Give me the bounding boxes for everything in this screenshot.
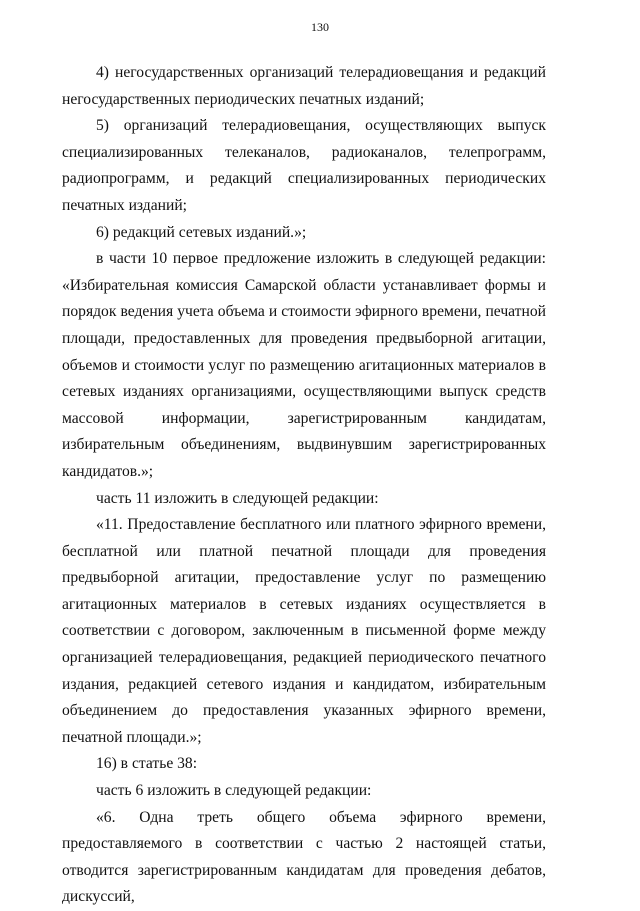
- document-body: [62, 60, 546, 911]
- paragraph: 4) негосударственных организаций телерадиовещания и редакций негосударственных периодических печатных изданий;: [62, 64, 546, 108]
- paragraph: 16) в статье 38:: [96, 755, 198, 773]
- paragraph: часть 11 изложить в следующей редакции:: [96, 489, 379, 507]
- paragraph: часть 6 изложить в следующей редакции:: [96, 782, 372, 800]
- paragraph: 6) редакций сетевых изданий.»;: [96, 223, 307, 241]
- page-number: 130: [311, 20, 329, 34]
- paragraph: «11. Предоставление бесплатного или платного эфирного времени, бесплатной или платной печатной площади для проведения предвыборной агитации, предоставление услуг по размещению агитационных материалов в сетевых изданиях осуществляется в соответствии с договором, заключенным в письменной форме между организацией телерадиовещания, редакцией периодического печатного издания, редакцией сетевого издания и кандидатом, избирательным объединением до предоставления указанных эфирного времени, печатной площади.»;: [62, 516, 546, 746]
- paragraph: «6. Одна треть общего объема эфирного времени, предоставляемого в соответствии с частью 2 настоящей статьи, отводится зарегистрированным кандидатам для проведения дебатов, дискуссий,: [62, 808, 546, 906]
- paragraph: в части 10 первое предложение изложить в следующей редакции: «Избирательная комиссия Самарской области устанавливает формы и порядок ведения учета объема и стоимости эфирного времени, печатной площади, предоставленных для проведения предвыборной агитации, объемов и стоимости услуг по размещению агитационных материалов в сетевых изданиях организациями, осуществляющими выпуск средств массовой информации, зарегистрированным кандидатам, избирательным объединениям, выдвинувшим зарегистрированных кандидатов.»;: [62, 250, 546, 480]
- paragraph: 5) организаций телерадиовещания, осуществляющих выпуск специализированных телеканалов, радиоканалов, телепрограмм, радиопрограмм, и редакций специализированных периодических печатных изданий;: [62, 117, 546, 214]
